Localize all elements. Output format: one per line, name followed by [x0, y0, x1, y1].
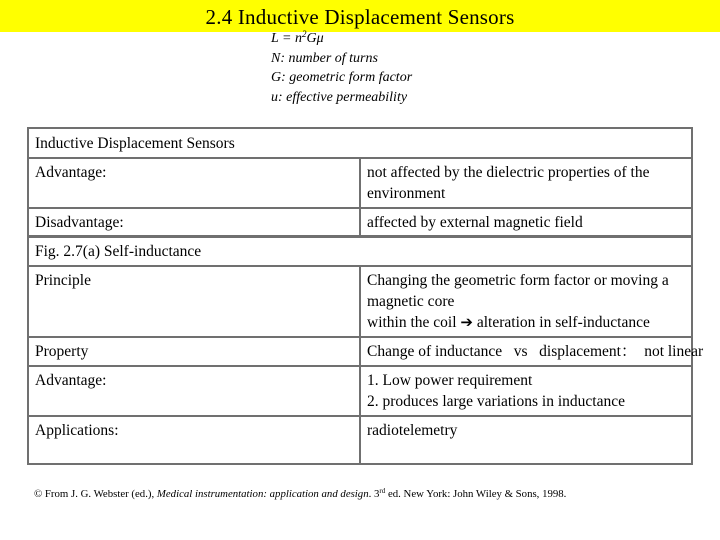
- row-key: Property: [28, 337, 360, 366]
- equation-lhs: L = n: [271, 31, 302, 46]
- reference-citation: [34, 488, 694, 500]
- citation-prefix: © From J. G. Webster (ed.),: [34, 488, 157, 500]
- row-key: Advantage:: [28, 366, 360, 416]
- right-arrow-icon: ➔: [460, 313, 473, 331]
- citation-edition: . 3: [368, 488, 380, 500]
- table-row: [28, 337, 692, 366]
- table-row: [28, 128, 692, 158]
- principle-result: alteration in self-inductance: [476, 314, 650, 331]
- slide-title: 2.4 Inductive Displacement Sensors: [205, 5, 515, 29]
- table-header: Inductive Displacement Sensors: [28, 128, 692, 158]
- advantage-line-1: 1. Low power requirement: [367, 372, 533, 389]
- principle-text: within the coil: [367, 314, 457, 331]
- row-value: affected by external magnetic field: [360, 208, 692, 237]
- row-key: Advantage:: [28, 158, 360, 208]
- row-key: Disadvantage:: [28, 208, 360, 237]
- advantage-line-2: 2. produces large variations in inductance: [367, 393, 625, 410]
- definition-turns: N: number of turns: [271, 50, 378, 66]
- citation-book-title: Medical instrumentation: application and design: [156, 488, 369, 500]
- inductance-equation: [271, 29, 571, 49]
- citation-publisher: ed. New York: John Wiley & Sons, 1998.: [385, 488, 567, 500]
- sensors-table: [27, 127, 693, 238]
- formula-block: [271, 29, 571, 107]
- table-row: [28, 266, 692, 337]
- table-row: [28, 158, 692, 208]
- row-value: Change of inductance vs displacement： not linear: [360, 337, 692, 366]
- principle-line-2: [367, 312, 685, 333]
- equation-exponent: 2: [301, 29, 307, 39]
- principle-line-1: Changing the geometric form factor or moving a magnetic core: [367, 272, 669, 310]
- row-value: not affected by the dielectric properties of the environment: [360, 158, 692, 208]
- citation-ordinal: rd: [379, 487, 386, 495]
- row-value: [360, 266, 692, 337]
- table-header: Fig. 2.7(a) Self-inductance: [28, 236, 692, 266]
- row-value: radiotelemetry: [360, 416, 692, 464]
- row-key: Applications:: [28, 416, 360, 464]
- table-row: [28, 416, 692, 464]
- self-inductance-table: [27, 235, 704, 465]
- row-key: Principle: [28, 266, 360, 337]
- row-value: [360, 366, 692, 416]
- table-row: [28, 366, 692, 416]
- definition-permeability: u: effective permeability: [271, 89, 408, 105]
- table-row: [28, 236, 692, 266]
- table-row: [28, 208, 692, 237]
- definition-form-factor: G: geometric form factor: [271, 70, 413, 85]
- equation-rhs: Gμ: [306, 31, 324, 46]
